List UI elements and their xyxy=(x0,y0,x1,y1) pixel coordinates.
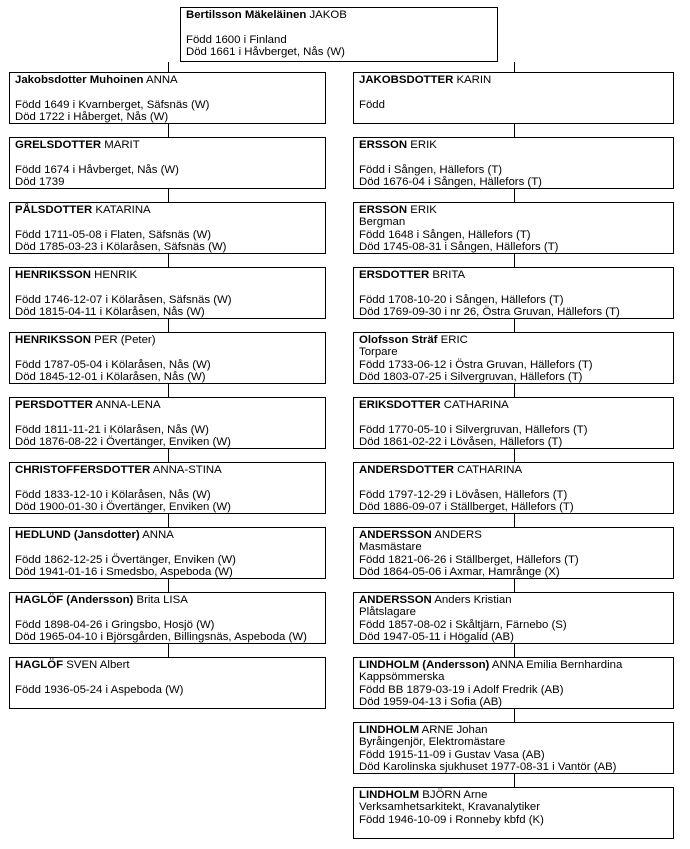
person-surname: HEDLUND (Jansdotter) xyxy=(15,529,140,541)
person-given-name: KATARINA xyxy=(92,204,151,216)
person-name xyxy=(15,659,320,671)
person-box-left xyxy=(9,202,326,254)
person-surname: HAGLÖF xyxy=(15,659,64,671)
person-detail-line: Född 1857-08-02 i Skåltjärn, Färnebo (S) xyxy=(359,618,567,631)
person-name xyxy=(359,399,668,411)
blank-line xyxy=(15,541,320,553)
person-name xyxy=(186,9,492,21)
person-detail-line: Född BB 1879-03-19 i Adolf Fredrik (AB) xyxy=(359,683,564,696)
blank-line xyxy=(15,86,320,98)
blank-line xyxy=(15,151,320,163)
person-detail-line: Född 1708-10-20 i Sången, Hällefors (T) xyxy=(359,293,564,306)
connector-right xyxy=(514,514,515,527)
person-surname: Jakobsdotter Muhoinen xyxy=(15,74,144,86)
person-name xyxy=(359,334,668,346)
person-detail-line: Född 1811-11-21 i Kölaråsen, Nås (W) xyxy=(15,423,209,436)
person-detail-line: Död 1864-05-06 i Axmar, Hamrånge (X) xyxy=(359,566,560,579)
person-given-name: ANNA Emilia Bernhardina xyxy=(489,659,623,671)
person-name xyxy=(15,334,320,346)
person-detail-line: Död 1861-02-22 i Lövåsen, Hällefors (T) xyxy=(359,436,563,449)
person-detail-line: Född 1862-12-25 i Övertänger, Enviken (W) xyxy=(15,553,236,566)
person-detail-line: Född 1746-12-07 i Kölaråsen, Säfsnäs (W) xyxy=(15,293,232,306)
person-name xyxy=(15,139,320,151)
connector-right xyxy=(514,384,515,397)
blank-line xyxy=(15,476,320,488)
person-detail-line: Död 1900-01-30 i Övertänger, Enviken (W) xyxy=(15,501,231,514)
blank-line xyxy=(15,281,320,293)
person-name xyxy=(359,659,668,671)
person-given-name: BJÖRN Arne xyxy=(419,789,488,801)
connector-left xyxy=(168,254,169,267)
person-detail-line: Död Karolinska sjukhuset 1977-08-31 i Vantör (AB) xyxy=(359,761,617,774)
person-name xyxy=(15,74,320,86)
person-detail-line: Masmästare xyxy=(359,541,422,554)
person-detail-line: Bergman xyxy=(359,216,406,229)
blank-line xyxy=(15,346,320,358)
person-name xyxy=(359,139,668,151)
blank-line xyxy=(15,671,320,683)
person-surname: HENRIKSSON xyxy=(15,334,91,346)
blank-line xyxy=(359,151,668,163)
person-box-right xyxy=(353,202,674,254)
person-name xyxy=(15,269,320,281)
person-detail-line: Född 1648 i Sången, Hällefors (T) xyxy=(359,228,531,241)
person-given-name: PER (Peter) xyxy=(90,334,156,346)
person-box-right xyxy=(353,722,674,774)
person-detail-line: Född i Sången, Hällefors (T) xyxy=(359,163,503,176)
person-name xyxy=(359,269,668,281)
person-given-name: HENRIK xyxy=(90,269,138,281)
connector-left xyxy=(168,384,169,397)
person-surname: ANDERSDOTTER xyxy=(359,464,454,476)
person-surname: ERSDOTTER xyxy=(359,269,430,281)
person-given-name: KARIN xyxy=(453,74,492,86)
connector-left xyxy=(168,644,169,657)
person-detail-line: Född 1733-06-12 i Östra Gruvan, Hällefors (T) xyxy=(359,358,593,371)
person-given-name: ARNE Johan xyxy=(419,724,488,736)
person-detail-line: Född 1936-05-24 i Aspeboda (W) xyxy=(15,683,184,696)
blank-line xyxy=(186,21,492,33)
blank-line xyxy=(359,476,668,488)
person-given-name: ANNA xyxy=(139,529,174,541)
person-detail-line: Död 1739 xyxy=(15,176,65,189)
person-detail-line: Död 1661 i Håvberget, Nås (W) xyxy=(186,46,345,59)
person-box-left xyxy=(9,657,326,709)
connector-right xyxy=(514,189,515,202)
connector-root-right xyxy=(514,62,515,72)
person-box-left xyxy=(9,527,326,579)
person-surname: ERSSON xyxy=(359,139,408,151)
person-detail-line: Torpare xyxy=(359,346,398,359)
person-detail-line: Död 1803-07-25 i Silvergruvan, Hällefors (T) xyxy=(359,371,583,384)
person-given-name: JAKOB xyxy=(306,9,347,21)
person-detail-line: Född 1674 i Håvberget, Nås (W) xyxy=(15,163,179,176)
connector-right xyxy=(514,319,515,332)
person-box-right xyxy=(353,72,674,124)
person-box-right xyxy=(353,462,674,514)
person-detail-line: Död 1965-04-10 i Björsgården, Billingsnäs, Aspeboda (W) xyxy=(15,631,307,644)
person-detail-line: Född 1649 i Kvarnberget, Säfsnäs (W) xyxy=(15,98,210,111)
person-given-name: ANNA-LENA xyxy=(92,399,161,411)
person-given-name: Anders Kristian xyxy=(431,594,512,606)
person-box-right xyxy=(353,527,674,579)
person-detail-line: Död 1886-09-07 i Ställberget, Hällefors (T) xyxy=(359,501,574,514)
person-name xyxy=(359,529,668,541)
person-name xyxy=(359,594,668,606)
person-given-name: CATHARINA xyxy=(440,399,509,411)
person-box-left xyxy=(9,72,326,124)
person-surname: ERIKSDOTTER xyxy=(359,399,441,411)
blank-line xyxy=(359,281,668,293)
connector-left xyxy=(168,319,169,332)
person-detail-line: Död 1676-04 i Sången, Hällefors (T) xyxy=(359,176,542,189)
person-given-name: ERIC xyxy=(437,334,468,346)
person-detail-line: Född 1833-12-10 i Kölaråsen, Nås (W) xyxy=(15,488,211,501)
person-box-root xyxy=(180,7,498,62)
person-detail-line: Död 1815-04-11 i Kölaråsen, Nås (W) xyxy=(15,306,205,319)
person-detail-line: Död 1941-01-16 i Smedsbo, Aspeboda (W) xyxy=(15,566,233,579)
person-box-left xyxy=(9,137,326,189)
connector-root-left xyxy=(168,62,169,72)
person-name xyxy=(359,724,668,736)
person-box-left xyxy=(9,332,326,384)
person-given-name: BRITA xyxy=(429,269,466,281)
person-given-name: ANDERS xyxy=(431,529,482,541)
person-detail-line: Död 1769-09-30 i nr 26, Östra Gruvan, Hällefors (T) xyxy=(359,306,620,319)
person-given-name: Brita LISA xyxy=(133,594,188,606)
person-surname: ANDERSSON xyxy=(359,529,432,541)
person-box-right xyxy=(353,397,674,449)
person-detail-line: Född 1787-05-04 i Kölaråsen, Nås (W) xyxy=(15,358,211,371)
connector-left xyxy=(168,189,169,202)
blank-line xyxy=(15,216,320,228)
person-surname: HAGLÖF (Andersson) xyxy=(15,594,134,606)
person-surname: PERSDOTTER xyxy=(15,399,93,411)
person-detail-line: Född 1711-05-08 i Flaten, Säfsnäs (W) xyxy=(15,228,212,241)
connector-right xyxy=(514,124,515,137)
person-box-right xyxy=(353,267,674,319)
person-box-right xyxy=(353,787,674,839)
person-detail-line: Död 1947-05-11 i Högalid (AB) xyxy=(359,631,514,644)
blank-line xyxy=(15,411,320,423)
person-detail-line: Verksamhetsarkitekt, Kravanalytiker xyxy=(359,801,541,814)
person-given-name: ERIK xyxy=(407,204,437,216)
connector-right xyxy=(514,709,515,722)
person-given-name: ANNA xyxy=(143,74,178,86)
person-detail-line: Född 1821-06-26 i Ställberget, Hällefors (T) xyxy=(359,553,579,566)
connector-left xyxy=(168,449,169,462)
person-surname: LINDHOLM xyxy=(359,724,420,736)
person-detail-line: Född 1915-11-09 i Gustav Vasa (AB) xyxy=(359,748,545,761)
person-box-left xyxy=(9,592,326,644)
person-given-name: ANNA-STINA xyxy=(150,464,222,476)
connector-right xyxy=(514,254,515,267)
person-detail-line: Född 1770-05-10 i Silvergruvan, Hällefors (T) xyxy=(359,423,588,436)
person-surname: Olofsson Sträf xyxy=(359,334,438,346)
person-given-name: CATHARINA xyxy=(453,464,523,476)
connector-right xyxy=(514,449,515,462)
person-given-name: MARIT xyxy=(101,139,140,151)
person-detail-line: Född 1600 i Finland xyxy=(186,33,287,46)
person-given-name: ERIK xyxy=(407,139,437,151)
person-detail-line: Byråingenjör, Elektromästare xyxy=(359,736,506,749)
person-name xyxy=(359,74,668,86)
person-detail-line: Död 1845-12-01 i Kölaråsen, Nås (W) xyxy=(15,371,206,384)
person-surname: LINDHOLM (Andersson) xyxy=(359,659,490,671)
person-name xyxy=(359,464,668,476)
person-box-left xyxy=(9,267,326,319)
connector-right xyxy=(514,774,515,787)
person-detail-line: Kappsömmerska xyxy=(359,671,445,684)
person-detail-line: Plåtslagare xyxy=(359,606,416,619)
connector-right xyxy=(514,644,515,657)
blank-line xyxy=(15,606,320,618)
person-detail-line: Död 1745-08-31 i Sången, Hällefors (T) xyxy=(359,241,559,254)
person-surname: JAKOBSDOTTER xyxy=(359,74,454,86)
person-surname: CHRISTOFFERSDOTTER xyxy=(15,464,151,476)
person-given-name: SVEN Albert xyxy=(63,659,130,671)
person-name xyxy=(15,464,320,476)
person-detail-line: Född 1898-04-26 i Gringsbo, Hosjö (W) xyxy=(15,618,215,631)
person-name xyxy=(15,399,320,411)
person-detail-line: Död 1959-04-13 i Sofia (AB) xyxy=(359,696,503,709)
person-detail-line: Död 1785-03-23 i Kölaråsen, Säfsnäs (W) xyxy=(15,241,227,254)
person-detail-line: Född 1946-10-09 i Ronneby kbfd (K) xyxy=(359,813,544,826)
person-detail-line: Född xyxy=(359,98,385,111)
connector-right xyxy=(514,579,515,592)
connector-left xyxy=(168,579,169,592)
blank-line xyxy=(359,86,668,98)
person-box-right xyxy=(353,657,674,709)
blank-line xyxy=(359,411,668,423)
person-box-right xyxy=(353,592,674,644)
person-name xyxy=(15,594,320,606)
person-name xyxy=(15,204,320,216)
person-box-left xyxy=(9,462,326,514)
person-surname: ANDERSSON xyxy=(359,594,432,606)
person-name xyxy=(359,204,668,216)
person-detail-line: Död 1722 i Håberget, Nås (W) xyxy=(15,111,169,124)
person-box-right xyxy=(353,137,674,189)
person-name xyxy=(15,529,320,541)
person-surname: GRELSDOTTER xyxy=(15,139,102,151)
person-detail-line: Född 1797-12-29 i Lövåsen, Hällefors (T) xyxy=(359,488,568,501)
person-surname: LINDHOLM xyxy=(359,789,420,801)
connector-left xyxy=(168,514,169,527)
person-surname: PÅLSDOTTER xyxy=(15,204,93,216)
person-surname: Bertilsson Mäkeläinen xyxy=(186,9,307,21)
person-detail-line: Död 1876-08-22 i Övertänger, Enviken (W) xyxy=(15,436,231,449)
person-box-right xyxy=(353,332,674,384)
person-surname: ERSSON xyxy=(359,204,408,216)
connector-left xyxy=(168,124,169,137)
person-box-left xyxy=(9,397,326,449)
person-name xyxy=(359,789,668,801)
person-surname: HENRIKSSON xyxy=(15,269,91,281)
